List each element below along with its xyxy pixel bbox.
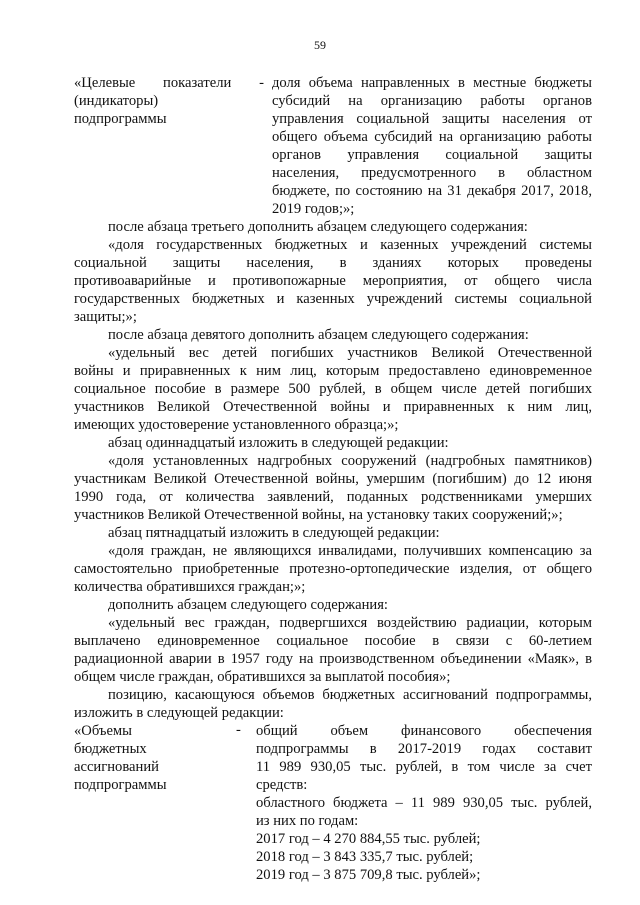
para-2-line-1: «удельный вес детей погибших участников Великой Отечественной	[108, 345, 592, 361]
table2-value-line-7: 2017 год – 4 270 884,55 тыс. рублей;	[256, 831, 481, 847]
para-2-line-3: социальное пособие в размере 500 рублей, в общем числе детей погибших	[74, 381, 592, 397]
table2-label-line-3: ассигнований	[74, 759, 159, 775]
para-4-line-3: количества обратившихся граждан;»;	[74, 579, 306, 595]
table2-label-line-1: «Объемы	[74, 723, 132, 739]
para-1-line-1: «доля государственных бюджетных и казенных учреждений системы	[108, 237, 592, 253]
table1-value-line-5: органов управления социальной защиты	[272, 147, 592, 163]
table2-value-line-6: из них по годам:	[256, 813, 359, 829]
instruction-3: абзац одиннадцатый изложить в следующей редакции:	[108, 435, 449, 451]
table1-value-line-2: субсидий на организацию работы органов	[272, 93, 592, 109]
para-3-line-4: участников Великой Отечественной войны, на установку таких сооружений;»;	[74, 507, 563, 523]
table2-value-line-4: средств:	[256, 777, 308, 793]
table2-value-line-1: общий объем финансового обеспечения	[256, 723, 592, 739]
table2-value-line-2: подпрограммы в 2017-2019 годах составит	[256, 741, 592, 757]
page-number: 59	[314, 38, 326, 52]
table2-value-line-3: 11 989 930,05 тыс. рублей, в том числе за счет	[256, 759, 592, 775]
table2-label-line-2: бюджетных	[74, 741, 147, 757]
table1-value-line-8: 2019 годов;»;	[272, 201, 355, 217]
para-4-line-2: самостоятельно приобретенные протезно-ортопедические изделия, от общего	[74, 561, 592, 577]
para-2-line-2: войны и приравненных к ним лиц, которым предоставлено единовременное	[74, 363, 592, 379]
para-1-line-5: защиты;»;	[74, 309, 137, 325]
table1-value-line-3: управления социальной защиты населения от	[272, 111, 592, 127]
instruction-4: абзац пятнадцатый изложить в следующей редакции:	[108, 525, 440, 541]
para-1-line-4: государственных бюджетных и казенных учреждений системы социальной	[74, 291, 592, 307]
para-3-line-1: «доля установленных надгробных сооружений (надгробных памятников)	[108, 453, 592, 469]
table1-value-line-7: бюджете, по состоянию на 31 декабря 2017, 2018,	[272, 183, 592, 199]
table2-label-line-4: подпрограммы	[74, 777, 167, 793]
table2-value-line-9: 2019 год – 3 875 709,8 тыс. рублей»;	[256, 867, 481, 883]
table1-label-line-1: «Целевые показатели -	[74, 75, 264, 91]
table2-value-line-5: областного бюджета – 11 989 930,05 тыс. рублей,	[256, 795, 592, 811]
table2-dash: -	[236, 722, 241, 738]
para-5-line-2: выплачено единовременное социальное пособие в связи с 60-летием	[74, 633, 592, 649]
para-1-line-3: противоаварийные и противопожарные мероприятия, от общего числа	[74, 273, 592, 289]
table1-value-line-1: доля объема направленных в местные бюджеты	[272, 75, 592, 91]
para-5-line-1: «удельный вес граждан, подвергшихся воздействию радиации, которым	[108, 615, 592, 631]
table1-value-line-6: населения, предусмотренного в областном	[272, 165, 592, 181]
para-5-line-3: радиационной аварии в 1957 году на производственном объединении «Маяк», в	[74, 651, 592, 667]
para-3-line-2: участникам Великой Отечественной войны, умершим (погибшим) до 12 июня	[74, 471, 592, 487]
para-1-line-2: социальной защиты населения, в зданиях которых проведены	[74, 255, 592, 271]
instruction-6-line-2: изложить в следующей редакции:	[74, 705, 284, 721]
para-2-line-4: участников Великой Отечественной войны и приравненных к ним лиц,	[74, 399, 592, 415]
instruction-6-line-1: позицию, касающуюся объемов бюджетных ассигнований подпрограммы,	[108, 687, 592, 703]
instruction-1: после абзаца третьего дополнить абзацем следующего содержания:	[108, 219, 528, 235]
para-3-line-3: 1990 года, от количества заявлений, поданных родственниками умерших	[74, 489, 592, 505]
para-5-line-4: общем числе граждан, обратившихся за выплатой пособия»;	[74, 669, 451, 685]
table1-label-line-2: (индикаторы)	[74, 93, 159, 109]
para-4-line-1: «доля граждан, не являющихся инвалидами, получивших компенсацию за	[108, 543, 592, 559]
table1-label-line-3: подпрограммы	[74, 111, 167, 127]
para-2-line-5: имеющих удостоверение установленного образца;»;	[74, 417, 399, 433]
table1-value-line-4: общего объема субсидий на организацию работы	[272, 129, 592, 145]
instruction-5: дополнить абзацем следующего содержания:	[108, 597, 388, 613]
table2-value-line-8: 2018 год – 3 843 335,7 тыс. рублей;	[256, 849, 474, 865]
instruction-2: после абзаца девятого дополнить абзацем следующего содержания:	[108, 327, 529, 343]
